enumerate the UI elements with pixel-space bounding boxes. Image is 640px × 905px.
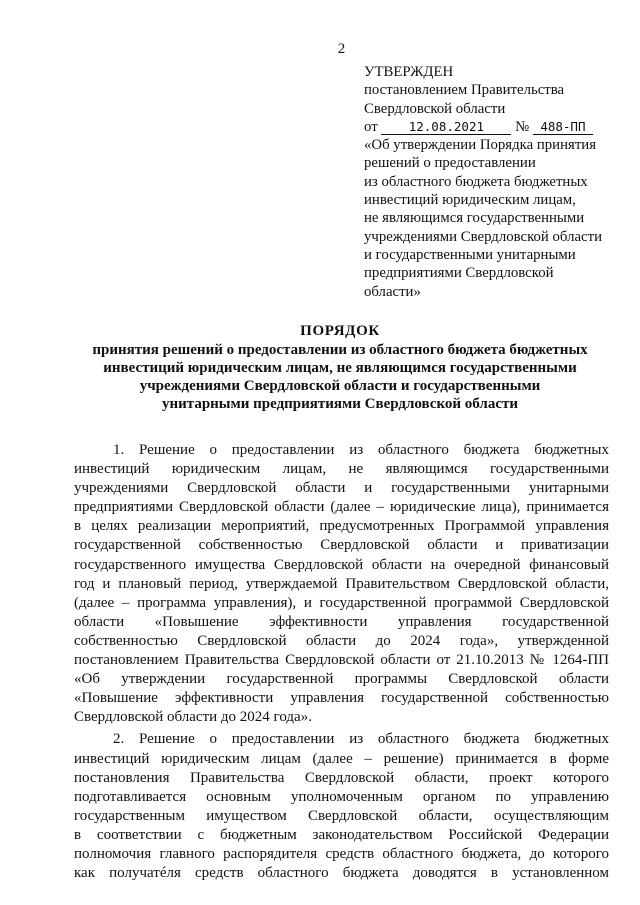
approval-quote-line: предприятиями Свердловской bbox=[364, 265, 554, 282]
text-line: как получатéля средств областного бюджета доводятся в установленном bbox=[74, 865, 609, 882]
approval-number: 488-ПП bbox=[533, 119, 593, 135]
approval-quote-line: не являющимся государственными bbox=[364, 210, 585, 227]
text-line: инвестиций юридическим лицам (далее – решение) принимается в форме bbox=[74, 750, 609, 767]
number-label: № bbox=[515, 118, 530, 135]
text-line: государственным имуществом Свердловской области, осуществляющим bbox=[74, 807, 609, 824]
text-line: государственной собственностью Свердловской области и приватизации bbox=[74, 537, 609, 554]
text-line: полномочия главного распорядителя средств областного бюджета, до которого bbox=[74, 845, 609, 862]
text-line: год и плановый период, утверждаемой Правительством Свердловской области, bbox=[74, 575, 609, 592]
document-title bbox=[70, 322, 610, 413]
approval-line: постановлением Правительства bbox=[364, 82, 565, 99]
approval-quote-line: решений о предоставлении bbox=[364, 155, 536, 172]
approval-quote-line: учреждениями Свердловской области bbox=[364, 228, 602, 245]
title-line: учреждениями Свердловской области и государственными bbox=[139, 378, 541, 394]
approval-quote-line: и государственными унитарными bbox=[364, 246, 576, 263]
text-line: постановления Правительства Свердловской области, проект которого bbox=[74, 769, 609, 786]
document-body bbox=[74, 441, 609, 883]
text-line: учреждениями Свердловской области и государственными унитарными bbox=[74, 480, 609, 497]
page-number: 2 bbox=[337, 41, 346, 57]
text-line: «Повышение эффективности управления государственной собственностью bbox=[74, 690, 609, 707]
text-line: 1. Решение о предоставлении из областного бюджета бюджетных bbox=[113, 442, 609, 458]
approval-quote-line: инвестиций юридическим лицам, bbox=[364, 192, 576, 209]
text-line: инвестиций юридическим лицам, не являющимся государственными bbox=[74, 461, 609, 478]
text-line: в целях реализации мероприятий, предусмотренных Программой управления bbox=[74, 518, 609, 535]
approval-stamp-block bbox=[364, 63, 614, 301]
approval-heading: УТВЕРЖДЕН bbox=[364, 64, 454, 80]
text-line: собственностью Свердловской области до 2024 года», утвержденной bbox=[74, 632, 609, 649]
text-line: области «Повышение эффективности управления государственной bbox=[74, 613, 609, 630]
text-line: государственного имущества Свердловской области на очередной финансовый bbox=[74, 556, 609, 573]
text-line: «Об утверждении государственной программы Свердловской области bbox=[74, 671, 609, 688]
from-label: от bbox=[364, 118, 378, 135]
text-line: (далее – программа управления), и государственной программой Свердловской bbox=[74, 594, 609, 611]
approval-line: Свердловской области bbox=[364, 100, 506, 117]
text-line: 2. Решение о предоставлении из областного бюджета бюджетных bbox=[113, 731, 609, 748]
text-line: предприятиями Свердловской области (далее – юридические лица), принимается bbox=[74, 499, 609, 516]
approval-date-number-line bbox=[364, 118, 614, 136]
title-main: ПОРЯДОК bbox=[300, 323, 380, 339]
approval-date: 12.08.2021 bbox=[381, 119, 511, 135]
approval-quote-line: области» bbox=[364, 283, 421, 300]
text-line: Свердловской области до 2024 года». bbox=[74, 709, 312, 726]
approval-quote-line: «Об утверждении Порядка принятия bbox=[364, 137, 597, 154]
text-line: постановлением Правительства Свердловской области от 21.10.2013 № 1264-ПП bbox=[74, 652, 609, 669]
title-line: инвестиций юридическим лицам, не являющимся государственными bbox=[103, 360, 577, 376]
text-line: в соответствии с бюджетным законодательством Российской Федерации bbox=[74, 826, 609, 843]
approval-quote-line: из областного бюджета бюджетных bbox=[364, 173, 588, 190]
text-line: подготавливается основным уполномоченным органом по управлению bbox=[74, 788, 609, 805]
title-line: унитарными предприятиями Свердловской области bbox=[161, 396, 518, 412]
paragraph-2 bbox=[74, 730, 609, 883]
paragraph-1 bbox=[74, 441, 609, 727]
title-line: принятия решений о предоставлении из областного бюджета бюджетных bbox=[92, 342, 588, 358]
